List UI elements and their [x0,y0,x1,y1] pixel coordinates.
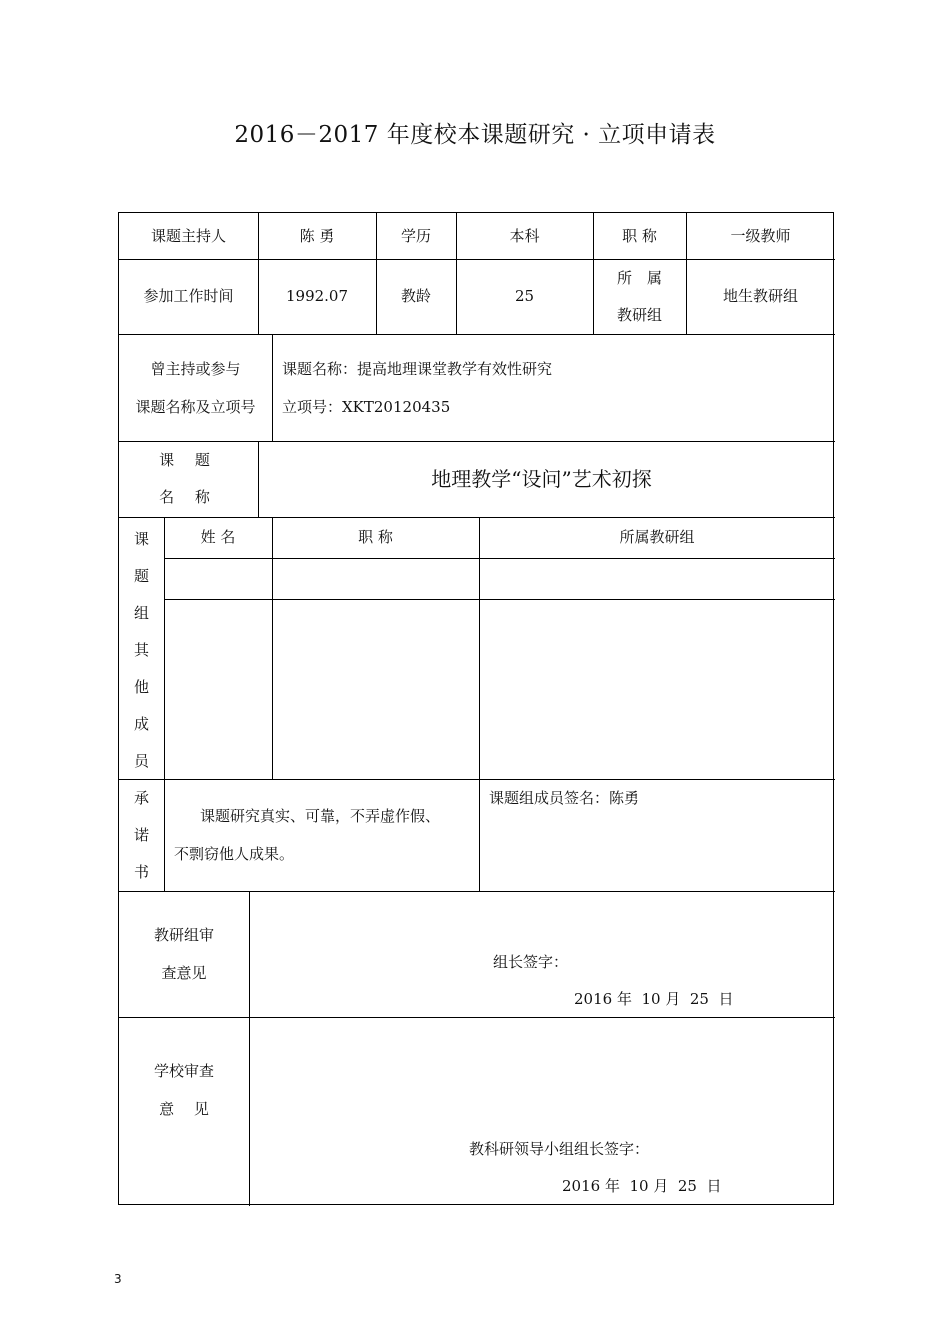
prior-project-name: 课题名称：提高地理课堂教学有效性研究 [282,359,553,378]
prior-label-line1: 曾主持或参与 [150,359,241,378]
topic-label-line2: 名 称 [159,488,218,506]
members-side-char: 他 [133,678,149,696]
topic-value: 地理教学“设问”艺术初探 [431,466,652,491]
host-label: 课题主持人 [150,226,226,245]
school-review-signature: 教科研领导小组组长签字： [469,1139,650,1158]
years-value: 25 [514,287,535,306]
pledge-side-char: 书 [133,862,149,881]
members-side-char: 组 [133,604,149,622]
worktime-value: 1992.07 [285,287,349,306]
years-label: 教龄 [400,287,431,306]
pledge-side-label [119,779,164,891]
pledge-signature: 课题组成员签名：陈勇 [489,789,640,807]
group-value: 地生教研组 [722,287,798,306]
members-col-rank: 职 称 [358,528,393,547]
education-label: 学历 [400,226,431,245]
group-label-line2: 教研组 [616,305,662,324]
group-label [593,259,686,334]
prior-research-value [272,334,835,441]
members-col-name: 姓 名 [200,528,236,547]
application-form-table [118,212,834,1205]
school-review-label-line2: 意 见 [159,1099,209,1118]
school-review-date: 2016 年 10 月 25 日 [562,1176,722,1195]
members-side-char: 课 [133,530,149,548]
group-review-signature: 组长签字： [493,952,569,971]
pledge-text-line1: 课题研究真实、可靠，不弄虚作假、 [200,807,441,825]
group-label-line1: 所 属 [616,268,662,287]
host-value: 陈 勇 [299,226,335,245]
worktime-label: 参加工作时间 [143,287,234,306]
members-col-group: 所属教研组 [619,528,695,547]
topic-label-line1: 课 题 [159,451,218,469]
education-value: 本科 [509,226,540,245]
pledge-side-char: 承 [133,788,149,807]
page-number: 3 [114,1272,122,1286]
prior-label-line2: 课题名称及立项号 [135,397,256,416]
pledge-text-line2: 不剽窃他人成果。 [174,845,295,863]
group-review-label [119,891,249,1017]
prior-project-id: 立项号：XKT20120435 [282,397,451,416]
topic-label [119,441,258,517]
school-review-label-line1: 学校审查 [153,1061,214,1080]
members-side-label [119,517,164,779]
rank-label: 职 称 [622,226,657,245]
form-title: 2016－2017 年度校本课题研究 · 立项申请表 [234,122,716,148]
prior-research-label [119,334,272,441]
school-review-label [119,1017,249,1206]
group-review-label-line2: 查意见 [161,964,207,982]
rank-value: 一级教师 [730,226,791,245]
pledge-text [164,779,479,891]
group-review-date: 2016 年 10 月 25 日 [574,989,734,1008]
members-side-char: 成 [133,715,149,733]
group-review-label-line1: 教研组审 [153,926,214,944]
members-side-char: 题 [133,567,149,585]
members-side-char: 员 [133,752,149,770]
members-side-char: 其 [133,641,149,659]
pledge-side-char: 诺 [133,825,149,844]
